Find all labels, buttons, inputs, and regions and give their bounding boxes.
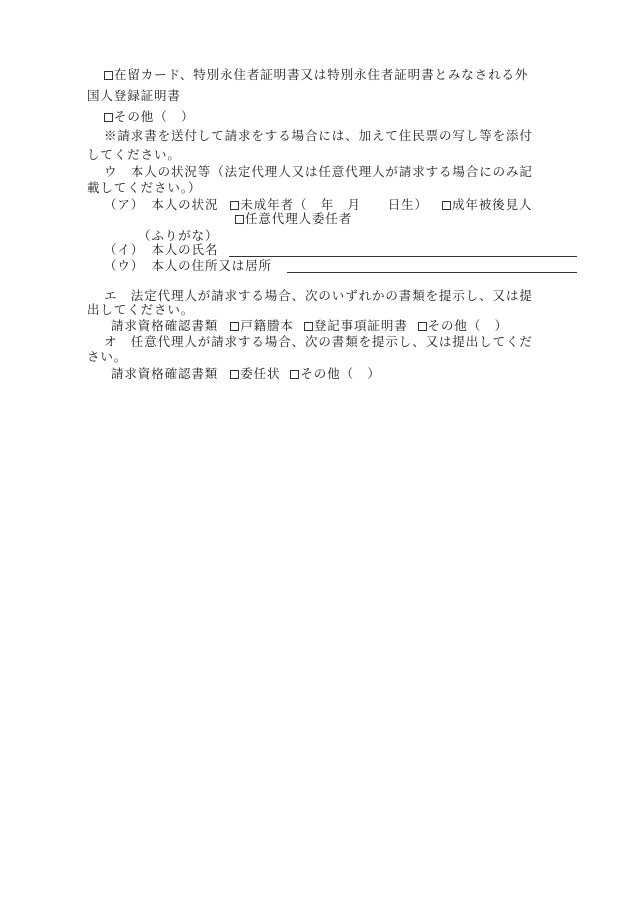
residence-card-text-1: 在留カード、特別永住者証明書又は特別永住者証明書とみなされる外 [114,67,529,82]
residence-card-option [104,67,528,82]
section-e-heading-1: エ 法定代理人が請求する場合、次のいずれかの書類を提示し、又は提 [104,288,533,303]
family-register-text: 戸籍謄本 [240,318,294,333]
person-name-label: （イ） 本人の氏名 [104,242,219,257]
registry-certificate-text: 登記事項証明書 [313,318,408,333]
residence-card-checkbox[interactable] [104,71,113,80]
family-register-checkbox[interactable] [230,322,239,331]
section-e-documents-row [111,318,508,333]
mail-request-note-2: してください。 [87,147,181,162]
other-id-option [104,109,194,124]
person-address-field[interactable] [287,272,577,273]
section-u-heading-2: 載してください。） [87,180,202,195]
section-o-other-checkbox[interactable] [290,370,299,379]
furigana-label: （ふりがな） [138,228,219,243]
proxy-principal-text: 任意代理人委任者 [245,211,353,226]
section-o-documents-label: 請求資格確認書類 [111,366,219,381]
adult-ward-text: 成年被後見人 [451,197,533,212]
proxy-principal-checkbox[interactable] [235,215,244,224]
section-e-other-checkbox[interactable] [418,322,427,331]
person-address-label: （ウ） 本人の住所又は居所 [104,258,272,273]
section-o-heading-2: さい。 [87,349,128,364]
person-name-field[interactable] [229,256,577,257]
proxy-principal-option [235,211,352,226]
other-id-text: その他（ ） [114,109,195,124]
section-o-documents-row [111,366,381,381]
power-of-attorney-checkbox[interactable] [230,370,239,379]
minor-text: 未成年者（ 年 月 日生） [240,197,428,212]
section-u-heading-1: ウ 本人の状況等（法定代理人又は任意代理人が請求する場合にのみ記 [104,164,533,179]
residence-card-text-continued: 国人登録証明書 [87,88,181,103]
minor-checkbox[interactable] [230,201,239,210]
person-status-row [104,197,532,212]
section-e-heading-2: 出してください。 [87,302,195,317]
other-id-checkbox[interactable] [104,113,113,122]
section-o-other-text: その他（ ） [300,366,381,381]
section-e-documents-label: 請求資格確認書類 [111,318,219,333]
section-o-heading-1: オ 任意代理人が請求する場合、次の書類を提示し、又は提出してくだ [104,334,533,349]
section-e-other-text: その他（ ） [427,318,509,333]
adult-ward-checkbox[interactable] [442,201,451,210]
person-status-label: （ア） 本人の状況 [104,197,219,212]
registry-certificate-checkbox[interactable] [304,322,313,331]
power-of-attorney-text: 委任状 [240,366,281,381]
mail-request-note-1: ※請求書を送付して請求をする場合には、加えて住民票の写し等を添付 [104,128,533,143]
